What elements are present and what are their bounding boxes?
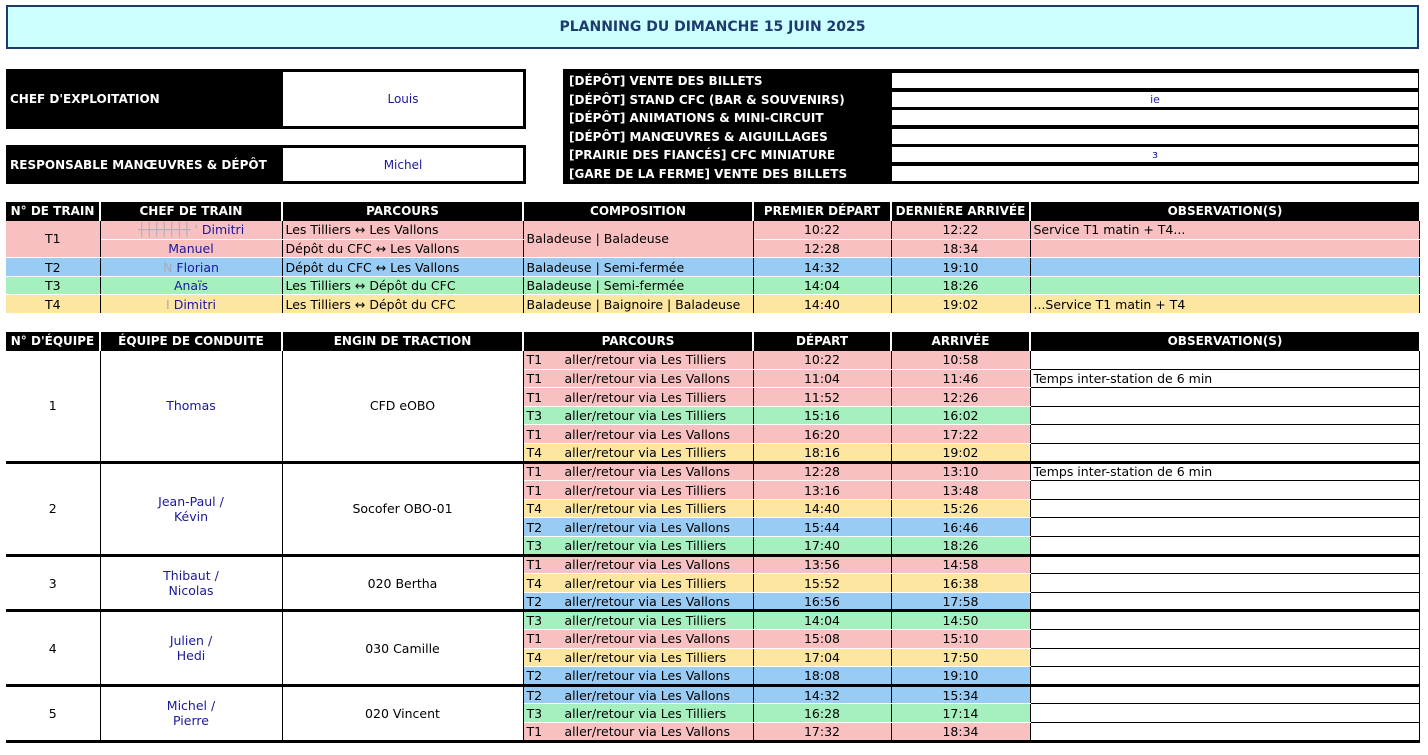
train-arrivee: 19:02	[891, 295, 1030, 314]
post-label: [PRAIRIE DES FIANCÉS] CFC MINIATURE	[565, 146, 892, 164]
leg-arrivee: 16:02	[891, 406, 1030, 425]
leg-observation	[1030, 574, 1419, 593]
leg-depart: 11:04	[753, 369, 891, 388]
trains-header-cell: CHEF DE TRAIN	[100, 202, 282, 221]
team-crew	[100, 351, 282, 463]
leg-arrivee: 18:34	[891, 722, 1030, 741]
leg-arrivee: 16:46	[891, 518, 1030, 537]
leg-arrivee: 17:50	[891, 648, 1030, 667]
leg-depart: 15:44	[753, 518, 891, 537]
train-chef-prefix: N	[163, 259, 173, 275]
leg-arrivee: 14:58	[891, 555, 1030, 574]
leg-depart: 15:52	[753, 574, 891, 593]
post-row	[565, 72, 1418, 90]
leg-train-code: T3	[526, 613, 543, 629]
role-value-responsable-manoeuvres: Michel	[283, 145, 526, 184]
train-depart: 14:40	[753, 295, 891, 314]
leg-parcours	[523, 630, 753, 649]
team-crew-line2: Pierre	[173, 713, 209, 729]
team-number: 1	[6, 351, 100, 463]
leg-train-code: T1	[526, 389, 543, 405]
team-leg-row	[6, 462, 1419, 481]
leg-parcours	[523, 704, 753, 723]
leg-route: aller/retour via Les Vallons	[564, 557, 730, 573]
leg-observation	[1030, 630, 1419, 649]
post-row	[565, 146, 1418, 164]
leg-depart: 17:32	[753, 722, 891, 741]
team-crew-line1: Julien /	[169, 633, 213, 649]
leg-train-code: T3	[526, 705, 543, 721]
teams-header-cell: ENGIN DE TRACTION	[282, 332, 523, 351]
post-value	[892, 129, 1418, 144]
leg-train-code: T4	[526, 649, 543, 665]
leg-arrivee: 13:48	[891, 481, 1030, 500]
leg-depart: 12:28	[753, 462, 891, 481]
leg-depart: 18:08	[753, 667, 891, 686]
post-row	[565, 109, 1418, 127]
leg-route: aller/retour via Les Tilliers	[564, 444, 727, 460]
leg-arrivee: 16:38	[891, 574, 1030, 593]
teams-header-cell: ÉQUIPE DE CONDUITE	[100, 332, 282, 351]
leg-parcours	[523, 388, 753, 407]
leg-route: aller/retour via Les Vallons	[564, 723, 730, 739]
team-engine: CFD eOBO	[282, 351, 523, 463]
team-leg-row	[6, 555, 1419, 574]
train-depart: 14:04	[753, 276, 891, 295]
team-leg-row	[6, 685, 1419, 704]
leg-parcours	[523, 555, 753, 574]
leg-arrivee: 19:02	[891, 444, 1030, 463]
post-label: [GARE DE LA FERME] VENTE DES BILLETS	[565, 165, 892, 183]
train-chef-name: Anaïs	[173, 278, 209, 294]
leg-observation	[1030, 351, 1419, 370]
leg-depart: 14:04	[753, 611, 891, 630]
leg-observation	[1030, 499, 1419, 518]
leg-depart: 14:40	[753, 499, 891, 518]
post-value	[892, 166, 1418, 181]
team-crew-line1: Michel /	[166, 698, 216, 714]
leg-parcours	[523, 648, 753, 667]
leg-route: aller/retour via Les Tilliers	[564, 649, 727, 665]
teams-header-cell: PARCOURS	[523, 332, 753, 351]
teams-header-cell: ARRIVÉE	[891, 332, 1030, 351]
leg-depart: 16:28	[753, 704, 891, 723]
train-composition: Baladeuse | Baladeuse	[523, 221, 753, 258]
role-label-chef-exploitation: CHEF D'EXPLOITATION	[6, 69, 283, 129]
train-number: T2	[6, 258, 100, 277]
leg-parcours	[523, 351, 753, 370]
leg-observation	[1030, 685, 1419, 704]
team-crew-line1: Jean-Paul /	[158, 493, 224, 509]
leg-arrivee: 17:14	[891, 704, 1030, 723]
trains-header-cell: DERNIÈRE ARRIVÉE	[891, 202, 1030, 221]
leg-parcours	[523, 574, 753, 593]
leg-observation	[1030, 555, 1419, 574]
leg-depart: 16:20	[753, 425, 891, 444]
post-label: [DÉPÔT] STAND CFC (BAR & SOUVENIRS)	[565, 91, 892, 109]
leg-arrivee: 19:10	[891, 667, 1030, 686]
leg-route: aller/retour via Les Tilliers	[564, 408, 727, 424]
train-chef-prefix: ┼┼┼┼┼┼┼ '	[137, 222, 198, 238]
train-row	[6, 258, 1419, 277]
leg-train-code: T1	[526, 464, 543, 480]
leg-arrivee: 18:26	[891, 537, 1030, 556]
leg-observation	[1030, 667, 1419, 686]
trains-header-cell: N° DE TRAIN	[6, 202, 100, 221]
leg-parcours	[523, 499, 753, 518]
leg-route: aller/retour via Les Tilliers	[564, 537, 727, 553]
post-row	[565, 128, 1418, 146]
leg-route: aller/retour via Les Vallons	[564, 687, 730, 703]
team-crew-line1: Thomas	[166, 398, 216, 414]
leg-train-code: T3	[526, 537, 543, 553]
leg-depart: 18:16	[753, 444, 891, 463]
team-crew	[100, 555, 282, 611]
post-row	[565, 165, 1418, 183]
train-depart: 12:28	[753, 239, 891, 258]
leg-train-code: T4	[526, 501, 543, 517]
leg-route: aller/retour via Les Vallons	[564, 667, 730, 683]
leg-parcours	[523, 685, 753, 704]
leg-route: aller/retour via Les Vallons	[564, 593, 730, 609]
leg-parcours	[523, 592, 753, 611]
leg-arrivee: 17:58	[891, 592, 1030, 611]
leg-observation	[1030, 611, 1419, 630]
team-engine: 030 Camille	[282, 611, 523, 685]
leg-observation	[1030, 481, 1419, 500]
leg-train-code: T4	[526, 575, 543, 591]
trains-header-cell: OBSERVATION(S)	[1030, 202, 1419, 221]
leg-arrivee: 17:22	[891, 425, 1030, 444]
leg-train-code: T1	[526, 370, 543, 386]
team-number: 4	[6, 611, 100, 685]
leg-depart: 13:56	[753, 555, 891, 574]
leg-depart: 13:16	[753, 481, 891, 500]
leg-parcours	[523, 425, 753, 444]
leg-arrivee: 13:10	[891, 462, 1030, 481]
leg-observation	[1030, 406, 1419, 425]
leg-depart: 10:22	[753, 351, 891, 370]
train-chef-name: Dimitri	[201, 222, 245, 238]
train-arrivee: 19:10	[891, 258, 1030, 277]
role-value-chef-exploitation: Louis	[283, 69, 526, 129]
post-value	[892, 73, 1418, 88]
leg-parcours	[523, 722, 753, 741]
post-label: [DÉPÔT] ANIMATIONS & MINI-CIRCUIT	[565, 109, 892, 127]
train-chef-name: Manuel	[168, 240, 214, 256]
post-value	[892, 110, 1418, 125]
leg-train-code: T3	[526, 408, 543, 424]
train-chef	[100, 295, 282, 314]
team-crew	[100, 611, 282, 685]
leg-route: aller/retour via Les Tilliers	[564, 501, 727, 517]
train-number: T1	[6, 221, 100, 258]
leg-train-code: T1	[526, 557, 543, 573]
leg-route: aller/retour via Les Tilliers	[564, 613, 727, 629]
leg-train-code: T2	[526, 519, 543, 535]
leg-route: aller/retour via Les Vallons	[564, 370, 730, 386]
trains-header-cell: PARCOURS	[282, 202, 523, 221]
leg-parcours	[523, 481, 753, 500]
leg-observation	[1030, 722, 1419, 741]
leg-route: aller/retour via Les Tilliers	[564, 705, 727, 721]
team-number: 2	[6, 462, 100, 555]
teams-header-cell: N° D'ÉQUIPE	[6, 332, 100, 351]
teams-header-row	[6, 332, 1419, 351]
leg-train-code: T1	[526, 426, 543, 442]
train-arrivee: 18:26	[891, 276, 1030, 295]
leg-arrivee: 15:26	[891, 499, 1030, 518]
train-chef-name: Dimitri	[173, 296, 216, 312]
train-row	[6, 295, 1419, 314]
teams-table	[6, 332, 1420, 743]
leg-parcours	[523, 611, 753, 630]
train-parcours: Dépôt du CFC ↔ Les Vallons	[282, 258, 523, 277]
leg-observation	[1030, 425, 1419, 444]
leg-observation	[1030, 537, 1419, 556]
leg-parcours	[523, 518, 753, 537]
post-row	[565, 91, 1418, 109]
leg-observation	[1030, 444, 1419, 463]
leg-train-code: T2	[526, 687, 543, 703]
train-arrivee: 12:22	[891, 221, 1030, 240]
leg-arrivee: 14:50	[891, 611, 1030, 630]
leg-parcours	[523, 667, 753, 686]
team-engine: 020 Vincent	[282, 685, 523, 741]
train-observation	[1030, 239, 1419, 258]
train-arrivee: 18:34	[891, 239, 1030, 258]
team-engine: 020 Bertha	[282, 555, 523, 611]
post-value: ɜ	[892, 147, 1418, 162]
leg-observation: Temps inter-station de 6 min	[1030, 369, 1419, 388]
train-observation	[1030, 258, 1419, 277]
train-number: T4	[6, 295, 100, 314]
leg-train-code: T1	[526, 352, 543, 368]
leg-train-code: T4	[526, 444, 543, 460]
train-parcours: Les Tilliers ↔ Dépôt du CFC	[282, 276, 523, 295]
leg-depart: 15:08	[753, 630, 891, 649]
train-composition: Baladeuse | Semi-fermée	[523, 258, 753, 277]
leg-route: aller/retour via Les Vallons	[564, 464, 730, 480]
train-chef-prefix: I	[166, 296, 170, 312]
leg-train-code: T2	[526, 667, 543, 683]
leg-arrivee: 15:10	[891, 630, 1030, 649]
leg-observation	[1030, 388, 1419, 407]
post-label: [DÉPÔT] MANŒUVRES & AIGUILLAGES	[565, 128, 892, 146]
train-parcours: Les Tilliers ↔ Les Vallons	[282, 221, 523, 240]
leg-arrivee: 10:58	[891, 351, 1030, 370]
leg-depart: 17:04	[753, 648, 891, 667]
trains-header-row	[6, 202, 1419, 221]
train-parcours: Les Tilliers ↔ Dépôt du CFC	[282, 295, 523, 314]
leg-route: aller/retour via Les Vallons	[564, 519, 730, 535]
leg-parcours	[523, 462, 753, 481]
team-leg-row	[6, 611, 1419, 630]
team-crew-line2: Kévin	[173, 508, 209, 524]
train-number: T3	[6, 276, 100, 295]
train-observation	[1030, 276, 1419, 295]
leg-route: aller/retour via Les Tilliers	[564, 575, 727, 591]
leg-train-code: T1	[526, 723, 543, 739]
team-crew-line2: Nicolas	[168, 583, 214, 599]
leg-observation	[1030, 704, 1419, 723]
leg-arrivee: 11:46	[891, 369, 1030, 388]
leg-depart: 14:32	[753, 685, 891, 704]
leg-route: aller/retour via Les Vallons	[564, 426, 730, 442]
train-composition: Baladeuse | Semi-fermée	[523, 276, 753, 295]
leg-train-code: T1	[526, 631, 543, 647]
leg-route: aller/retour via Les Vallons	[564, 631, 730, 647]
leg-train-code: T2	[526, 593, 543, 609]
teams-header-cell: DÉPART	[753, 332, 891, 351]
team-number: 5	[6, 685, 100, 741]
team-number: 3	[6, 555, 100, 611]
leg-arrivee: 15:34	[891, 685, 1030, 704]
train-row	[6, 276, 1419, 295]
train-chef	[100, 276, 282, 295]
leg-parcours	[523, 444, 753, 463]
trains-header-cell: PREMIER DÉPART	[753, 202, 891, 221]
leg-parcours	[523, 369, 753, 388]
leg-observation	[1030, 648, 1419, 667]
leg-observation	[1030, 518, 1419, 537]
team-crew	[100, 685, 282, 741]
train-chef-name: Florian	[176, 259, 219, 275]
train-depart: 10:22	[753, 221, 891, 240]
trains-header-cell: COMPOSITION	[523, 202, 753, 221]
trains-table	[6, 202, 1420, 314]
leg-route: aller/retour via Les Tilliers	[564, 389, 727, 405]
train-observation: Service T1 matin + T4...	[1030, 221, 1419, 240]
teams-header-cell: OBSERVATION(S)	[1030, 332, 1419, 351]
page-title: PLANNING DU DIMANCHE 15 JUIN 2025	[6, 5, 1419, 49]
leg-depart: 11:52	[753, 388, 891, 407]
train-composition: Baladeuse | Baignoire | Baladeuse	[523, 295, 753, 314]
leg-train-code: T1	[526, 482, 543, 498]
leg-parcours	[523, 537, 753, 556]
role-label-responsable-manoeuvres: RESPONSABLE MANŒUVRES & DÉPÔT	[6, 145, 283, 184]
train-chef	[100, 221, 282, 240]
leg-depart: 16:56	[753, 592, 891, 611]
train-row	[6, 221, 1419, 240]
train-parcours: Dépôt du CFC ↔ Les Vallons	[282, 239, 523, 258]
leg-route: aller/retour via Les Tilliers	[564, 352, 727, 368]
leg-observation	[1030, 592, 1419, 611]
train-observation: ...Service T1 matin + T4	[1030, 295, 1419, 314]
train-chef	[100, 258, 282, 277]
team-leg-row	[6, 351, 1419, 370]
post-label: [DÉPÔT] VENTE DES BILLETS	[565, 72, 892, 90]
leg-route: aller/retour via Les Tilliers	[564, 482, 727, 498]
leg-observation: Temps inter-station de 6 min	[1030, 462, 1419, 481]
leg-arrivee: 12:26	[891, 388, 1030, 407]
leg-depart: 15:16	[753, 406, 891, 425]
post-value: ie	[892, 92, 1418, 107]
train-depart: 14:32	[753, 258, 891, 277]
team-crew	[100, 462, 282, 555]
train-chef	[100, 239, 282, 258]
team-engine: Socofer OBO-01	[282, 462, 523, 555]
team-crew-line2: Hedi	[176, 648, 206, 664]
leg-depart: 17:40	[753, 537, 891, 556]
leg-parcours	[523, 406, 753, 425]
team-crew-line1: Thibaut /	[163, 568, 219, 584]
